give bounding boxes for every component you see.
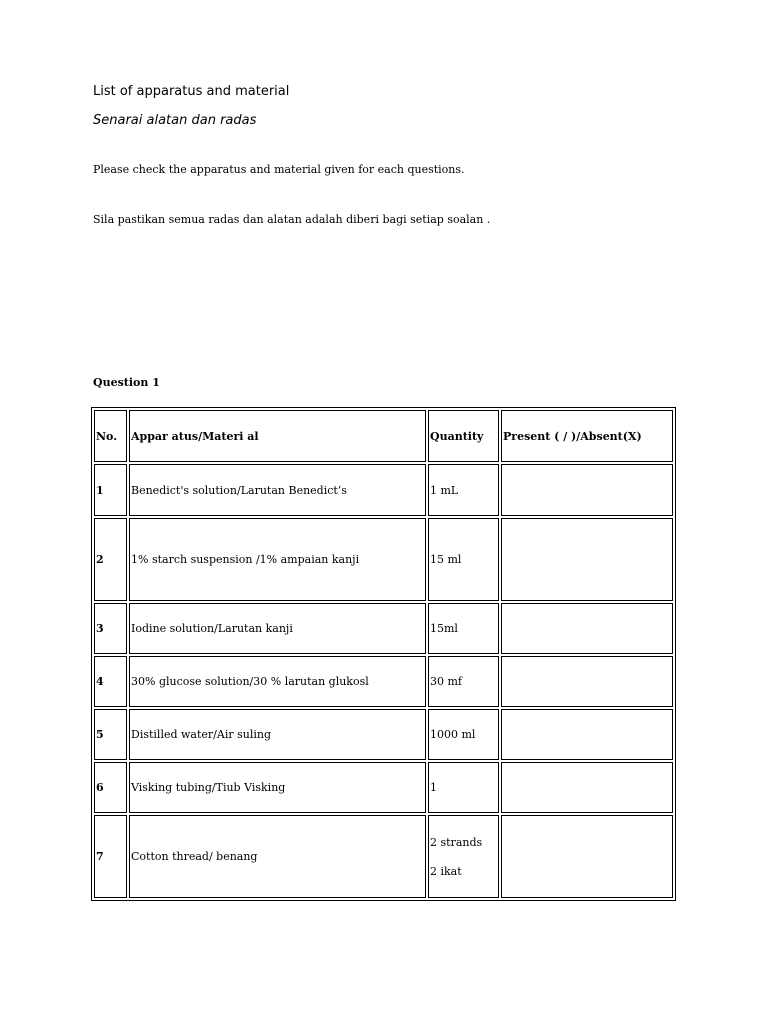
instruction-malay: Sila pastikan semua radas dan alatan adalah diberi bagi setiap soalan . <box>93 213 491 226</box>
row-number: 5 <box>94 709 127 760</box>
table-row <box>94 518 673 601</box>
header-quantity: Quantity <box>428 410 499 462</box>
header-no: No. <box>94 410 127 462</box>
table-row <box>94 603 673 654</box>
row-present-cell[interactable] <box>501 709 673 760</box>
table-row <box>94 464 673 516</box>
row-apparatus: 1% starch suspension /1% ampaian kanji <box>129 518 426 601</box>
header-apparatus: Appar atus/Materi al <box>129 410 426 462</box>
row-quantity-secondary: 2 ikat <box>430 864 462 878</box>
row-apparatus: Visking tubing/Tiub Visking <box>129 762 426 813</box>
row-quantity: 2 strands <box>430 835 483 849</box>
table-row <box>94 815 673 898</box>
row-present-cell[interactable] <box>501 762 673 813</box>
row-number: 2 <box>94 518 127 601</box>
row-quantity: 1 mL <box>428 464 499 516</box>
row-quantity: 15ml <box>428 603 499 654</box>
row-apparatus: Benedict's solution/Larutan Benedict’s <box>129 464 426 516</box>
row-apparatus: Iodine solution/Larutan kanji <box>129 603 426 654</box>
apparatus-table <box>91 407 676 901</box>
row-number: 4 <box>94 656 127 707</box>
question-label: Question 1 <box>93 376 160 389</box>
row-apparatus: Distilled water/Air suling <box>129 709 426 760</box>
row-present-cell[interactable] <box>501 518 673 601</box>
row-number: 3 <box>94 603 127 654</box>
quantity-spacer <box>430 849 498 865</box>
document-title: List of apparatus and material <box>93 84 290 99</box>
row-present-cell[interactable] <box>501 603 673 654</box>
table-row <box>94 709 673 760</box>
table-row <box>94 656 673 707</box>
row-apparatus: 30% glucose solution/30 % larutan glukosl <box>129 656 426 707</box>
row-quantity: 30 mf <box>428 656 499 707</box>
row-number: 6 <box>94 762 127 813</box>
row-present-cell[interactable] <box>501 815 673 898</box>
row-apparatus: Cotton thread/ benang <box>129 815 426 898</box>
header-present-absent: Present ( / )/Absent(X) <box>501 410 673 462</box>
table-header-row <box>94 410 673 462</box>
document-subtitle: Senarai alatan dan radas <box>93 113 257 128</box>
row-number: 1 <box>94 464 127 516</box>
row-quantity: 1000 ml <box>428 709 499 760</box>
row-quantity: 1 <box>428 762 499 813</box>
row-present-cell[interactable] <box>501 656 673 707</box>
row-present-cell[interactable] <box>501 464 673 516</box>
table-row <box>94 762 673 813</box>
instruction-english: Please check the apparatus and material given for each questions. <box>93 163 465 176</box>
row-number: 7 <box>94 815 127 898</box>
row-quantity-cell <box>428 815 499 898</box>
row-quantity: 15 ml <box>428 518 499 601</box>
